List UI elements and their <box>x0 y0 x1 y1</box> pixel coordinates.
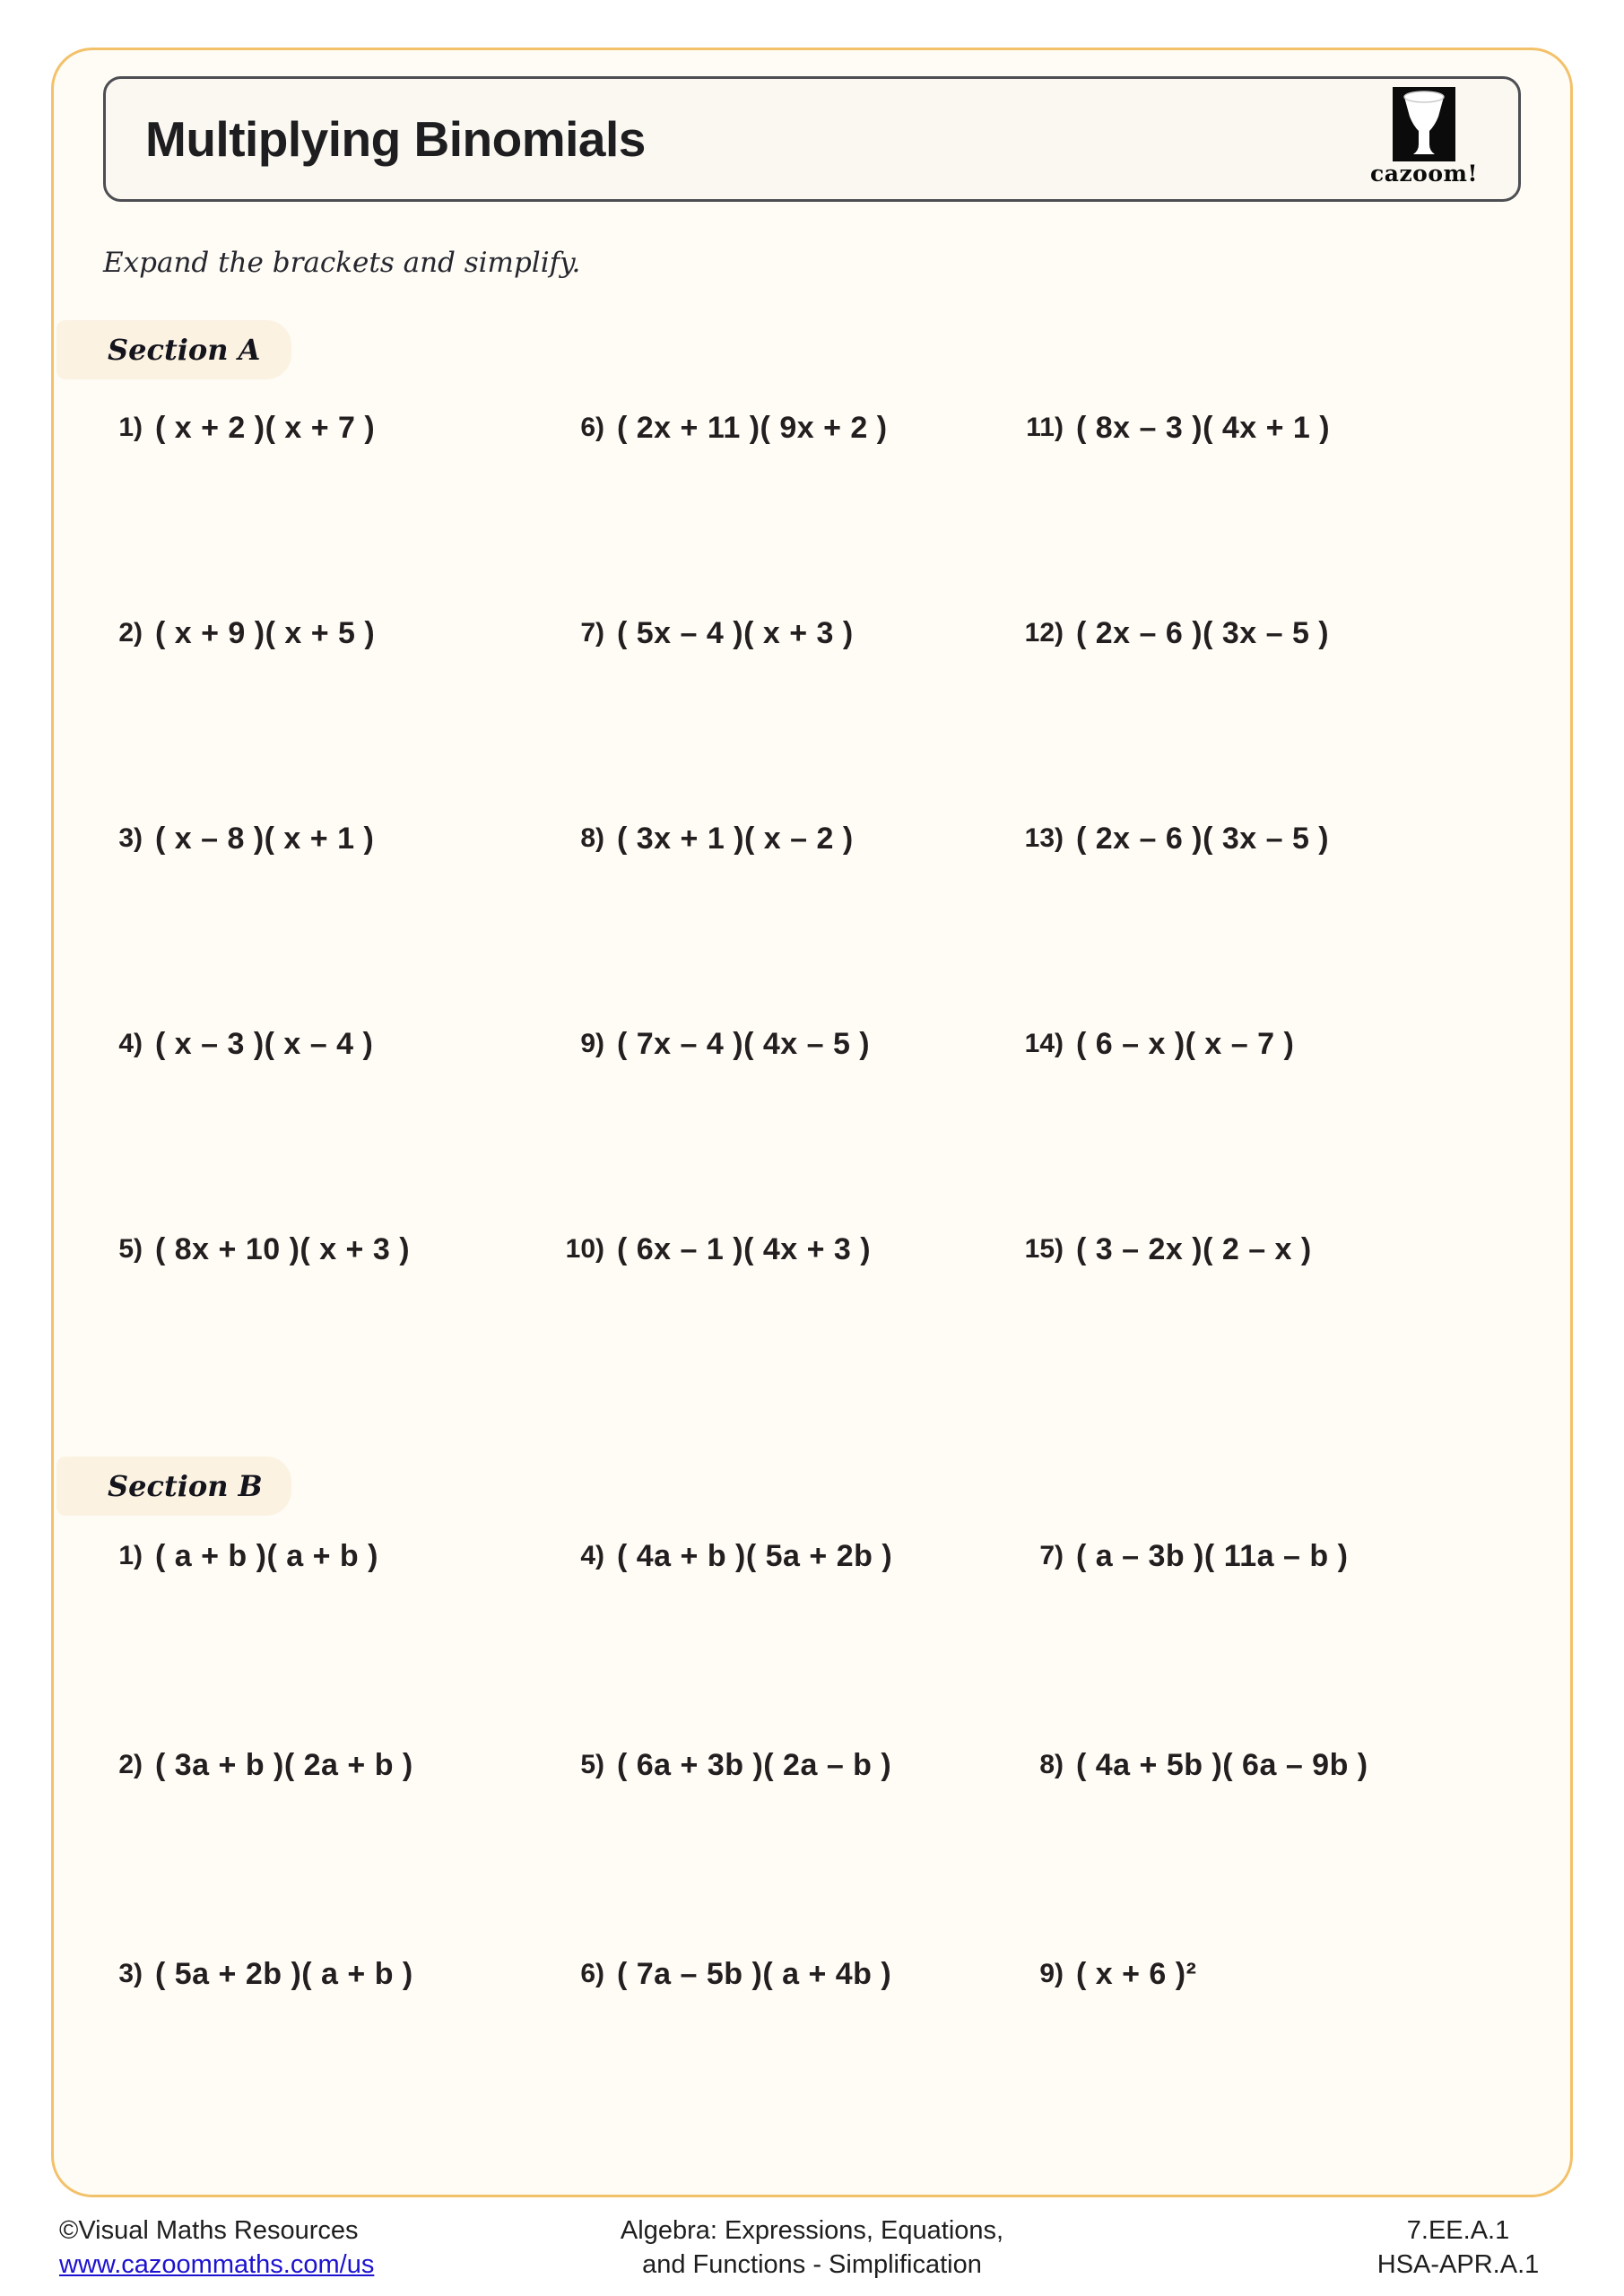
section-a-label: Section A <box>108 333 261 367</box>
problem-expression: ( a + b )( a + b ) <box>155 1539 378 1573</box>
problem <box>1024 1229 1521 1283</box>
problem <box>1024 1535 1521 1744</box>
problem-number: 9) <box>1039 1959 1064 1988</box>
problem-expression: ( 2x + 11 )( 9x + 2 ) <box>617 411 888 445</box>
problem-expression: ( a – 3b )( 11a – b ) <box>1076 1539 1349 1573</box>
section-b-problems <box>103 1535 1521 2007</box>
problem <box>103 1023 565 1229</box>
drum-icon <box>1357 87 1491 161</box>
page-title: Multiplying Binomials <box>145 111 646 167</box>
footer-standards <box>1342 2213 1575 2282</box>
problem <box>103 407 565 613</box>
problem <box>1024 1953 1521 2007</box>
problem <box>565 1953 1024 2007</box>
problem-expression: ( 3a + b )( 2a + b ) <box>155 1748 413 1782</box>
problem-expression: ( x – 8 )( x + 1 ) <box>155 822 375 856</box>
problem-number: 6) <box>580 1959 604 1988</box>
section-b-pill <box>56 1457 291 1516</box>
problem-number: 8) <box>1039 1750 1064 1779</box>
problem-number: 4) <box>118 1029 143 1058</box>
title-box <box>103 76 1521 202</box>
problem <box>1024 1744 1521 1953</box>
problem-expression: ( 4a + b )( 5a + 2b ) <box>617 1539 893 1573</box>
problem-number: 12) <box>1024 618 1064 648</box>
cazoom-logo <box>1357 87 1491 187</box>
footer-standard-1: 7.EE.A.1 <box>1406 2216 1510 2245</box>
problem-expression: ( x + 6 )² <box>1076 1957 1197 1991</box>
problem-number: 10) <box>565 1234 604 1264</box>
problem-number: 5) <box>118 1234 143 1264</box>
footer-topic-line1: Algebra: Expressions, Equations, <box>620 2216 1004 2245</box>
problem-number: 8) <box>580 823 604 853</box>
problem-expression: ( x – 3 )( x – 4 ) <box>155 1027 374 1061</box>
problem-number: 3) <box>118 1959 143 1988</box>
problem <box>103 1953 565 2007</box>
instruction-text: Expand the brackets and simplify. <box>103 247 581 279</box>
problem-expression: ( x + 9 )( x + 5 ) <box>155 616 376 650</box>
problem-expression: ( 7a – 5b )( a + 4b ) <box>617 1957 892 1991</box>
problem <box>103 818 565 1023</box>
section-a-pill <box>56 320 291 379</box>
problem-expression: ( 5a + 2b )( a + b ) <box>155 1957 413 1991</box>
problem-number: 11) <box>1026 413 1064 442</box>
problem-expression: ( 3x + 1 )( x – 2 ) <box>617 822 854 856</box>
problem-number: 1) <box>118 413 143 442</box>
problem-number: 7) <box>1039 1541 1064 1570</box>
problem <box>565 613 1024 818</box>
problem-number: 1) <box>118 1541 143 1570</box>
problem-expression: ( 4a + 5b )( 6a – 9b ) <box>1076 1748 1368 1782</box>
worksheet-card <box>51 48 1573 2197</box>
problem-expression: ( 3 – 2x )( 2 – x ) <box>1076 1232 1312 1266</box>
section-a-problems <box>103 407 1521 1283</box>
problem-number: 4) <box>580 1541 604 1570</box>
brand-text: cazoom! <box>1370 161 1478 187</box>
problem-expression: ( 8x + 10 )( x + 3 ) <box>155 1232 411 1266</box>
problem <box>565 818 1024 1023</box>
problem <box>565 407 1024 613</box>
problem-expression: ( 6x – 1 )( 4x + 3 ) <box>617 1232 872 1266</box>
footer-topic-line2: and Functions - Simplification <box>642 2250 982 2279</box>
problem-expression: ( 8x – 3 )( 4x + 1 ) <box>1076 411 1331 445</box>
problem-number: 5) <box>580 1750 604 1779</box>
problem <box>1024 1023 1521 1229</box>
problem-expression: ( 2x – 6 )( 3x – 5 ) <box>1076 616 1330 650</box>
problem <box>565 1229 1024 1283</box>
problem-expression: ( 2x – 6 )( 3x – 5 ) <box>1076 822 1330 856</box>
problem-number: 15) <box>1024 1234 1064 1264</box>
problem-number: 2) <box>118 1750 143 1779</box>
problem <box>103 613 565 818</box>
problem <box>103 1744 565 1953</box>
problem <box>565 1023 1024 1229</box>
problem-number: 14) <box>1024 1029 1064 1058</box>
problem-number: 2) <box>118 618 143 648</box>
footer-standard-2: HSA-APR.A.1 <box>1376 2250 1540 2279</box>
section-b-label: Section B <box>108 1469 263 1503</box>
problem <box>1024 407 1521 613</box>
problem <box>103 1229 565 1283</box>
footer-website-link[interactable]: www.cazoommaths.com/us <box>59 2250 375 2279</box>
problem-expression: ( 5x – 4 )( x + 3 ) <box>617 616 854 650</box>
problem <box>565 1744 1024 1953</box>
problem-number: 6) <box>580 413 604 442</box>
problem-expression: ( 7x – 4 )( 4x – 5 ) <box>617 1027 871 1061</box>
problem-expression: ( 6 – x )( x – 7 ) <box>1076 1027 1295 1061</box>
problem <box>565 1535 1024 1744</box>
footer-copyright: ©Visual Maths Resources <box>59 2216 359 2245</box>
problem-number: 3) <box>118 823 143 853</box>
problem-expression: ( 6a + 3b )( 2a – b ) <box>617 1748 892 1782</box>
problem <box>103 1535 565 1744</box>
problem-expression: ( x + 2 )( x + 7 ) <box>155 411 376 445</box>
problem-number: 13) <box>1024 823 1064 853</box>
problem-number: 7) <box>580 618 604 648</box>
problem <box>1024 818 1521 1023</box>
problem <box>1024 613 1521 818</box>
problem-number: 9) <box>580 1029 604 1058</box>
